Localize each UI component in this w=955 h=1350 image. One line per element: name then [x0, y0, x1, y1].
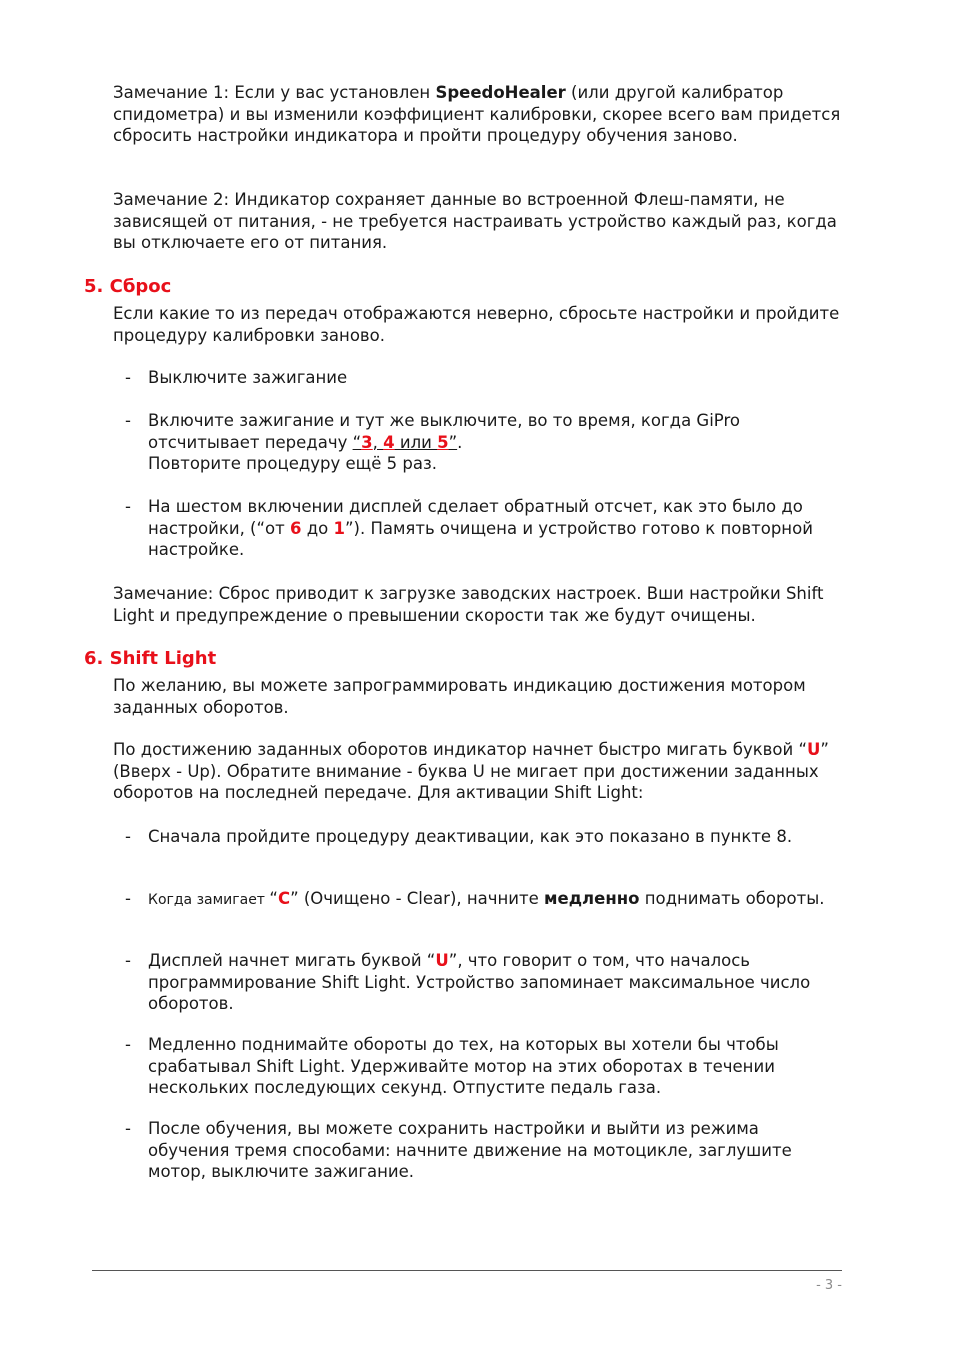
list-item	[125, 950, 845, 1015]
note-1-rest: (или другой калибратор спидометра) и вы изменили коэффициент калибровки, скорее всего вам придется сбросить настройки индикатора и пройти процедуру обучения заново.	[113, 83, 841, 145]
section-5-note: Замечание: Сброс приводит к загрузке заводских настроек. Вши настройки Shift Light и предупреждение о превышении скорости так же будут очищены.	[113, 584, 824, 625]
section-5-intro: Если какие то из передач отображаются неверно, сбросьте настройки и пройдите процедуру калибровки заново.	[113, 304, 840, 345]
gear-5: 5	[437, 432, 449, 452]
list-item	[125, 367, 845, 389]
section-5-heading: 5. Сброс	[84, 276, 172, 297]
list-dash: -	[125, 1035, 131, 1054]
section-6-intro: По желанию, вы можете запрограммировать индикацию достижения мотором заданных оборотов.	[113, 676, 806, 717]
section-6-paragraph: По достижению заданных оборотов индикатор начнет быстро мигать буквой “U” (Вверх - Up). Обратите внимание - буква U не мигает при достижении заданных оборотов на последней передаче. Для активации Shift Light:	[113, 740, 829, 802]
shift-step-2: Когда замигает “C” (Очищено - Clear), начните медленно поднимать обороты.	[148, 889, 825, 908]
list-item	[125, 826, 845, 848]
page-number: - 3 -	[816, 1278, 842, 1293]
note-1	[113, 82, 853, 147]
shift-step-3: Дисплей начнет мигать буквой “U”, что говорит о том, что началось программирование Shift Light. Устройство запоминает максимальное число оборотов.	[148, 951, 811, 1013]
reset-step-2-repeat: Повторите процедуру ещё 5 раз.	[148, 454, 437, 473]
letter-u: U	[807, 740, 821, 759]
list-item	[125, 1118, 845, 1183]
countdown-6: 6	[290, 518, 302, 538]
reset-step-3: На шестом включении дисплей сделает обратный отсчет, как это было до настройки, (“от 6 до 1”). Память очищена и устройство готово к повторной настройке.	[148, 497, 813, 559]
note-1-prefix: Замечание 1: Если у вас установлен	[113, 83, 436, 102]
gear-4: 4	[383, 432, 395, 452]
countdown-1: 1	[333, 518, 345, 538]
list-item	[125, 496, 845, 561]
list-dash: -	[125, 827, 131, 846]
list-dash: -	[125, 368, 131, 387]
list-dash: -	[125, 1119, 131, 1138]
slowly-emphasis: медленно	[544, 889, 640, 908]
letter-u: U	[435, 951, 449, 970]
list-item	[125, 410, 845, 475]
gear-list: “3, 4 или 5”	[352, 432, 458, 452]
speedohealer-brand: SpeedoHealer	[435, 83, 566, 102]
reset-step-2: Включите зажигание и тут же выключите, во то время, когда GiPro отсчитывает передачу “3, 4 или 5”. Повторите процедуру ещё 5 раз.	[148, 411, 740, 473]
gear-3: 3	[361, 432, 373, 452]
section-6-heading: 6. Shift Light	[84, 648, 217, 669]
list-dash: -	[125, 889, 131, 908]
list-dash: -	[125, 497, 131, 516]
note-2: Замечание 2: Индикатор сохраняет данные во встроенной Флеш-памяти, не зависящей от питания, - не требуется настраивать устройство каждый раз, когда вы отключаете его от питания.	[113, 190, 837, 252]
list-item	[125, 888, 845, 912]
list-dash: -	[125, 411, 131, 430]
footer-divider	[92, 1270, 842, 1271]
letter-c: C	[277, 889, 291, 908]
reset-step-1: Выключите зажигание	[148, 368, 348, 387]
list-dash: -	[125, 951, 131, 970]
list-item	[125, 1034, 845, 1099]
shift-step-4: Медленно поднимайте обороты до тех, на которых вы хотели бы чтобы срабатывал Shift Light. Удерживайте мотор на этих оборотах в течении нескольких последующих секунд. Отпустите педаль газа.	[148, 1035, 779, 1097]
shift-step-5: После обучения, вы можете сохранить настройки и выйти из режима обучения тремя способами: начните движение на мотоцикле, заглушите мотор, выключите зажигание.	[148, 1119, 792, 1181]
shift-step-1: Сначала пройдите процедуру деактивации, как это показано в пункте 8.	[148, 827, 793, 846]
